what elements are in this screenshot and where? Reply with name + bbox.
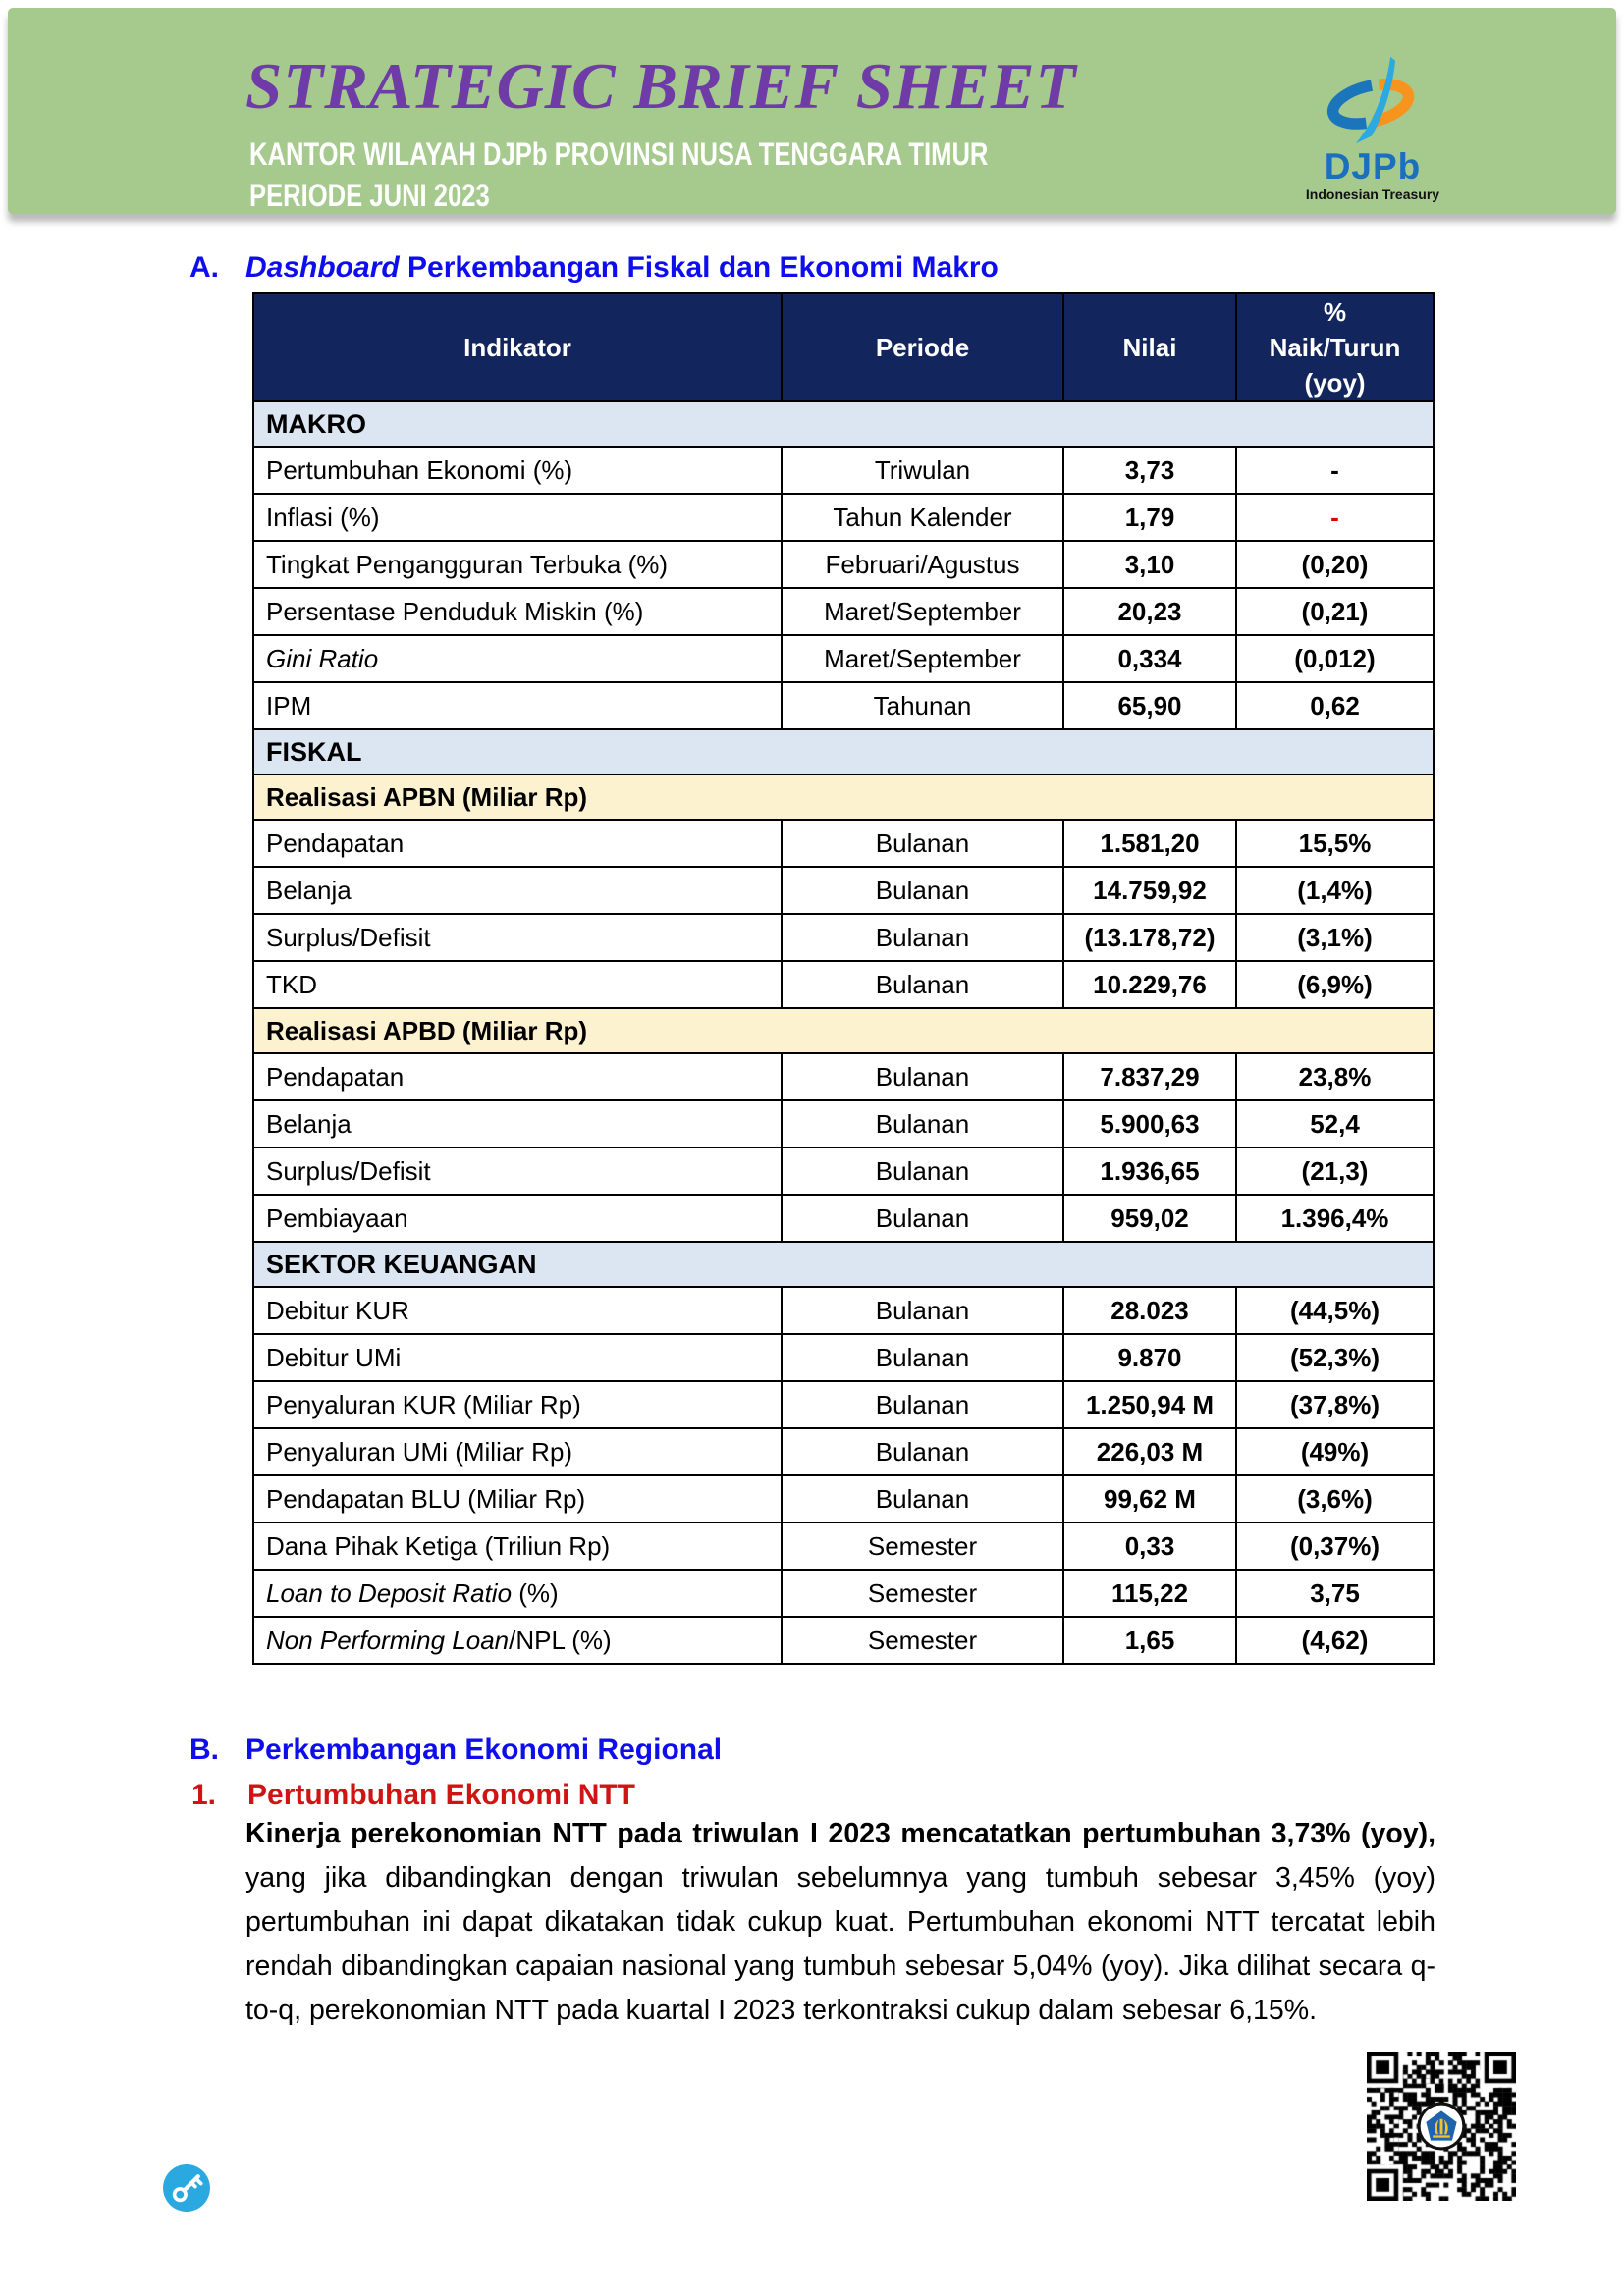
section-b-heading [189, 1734, 722, 1767]
section-title: MAKRO [253, 401, 1434, 447]
table-row [253, 1334, 1434, 1381]
dashboard-table-body [253, 401, 1434, 1664]
yoy-cell: 52,4 [1236, 1100, 1434, 1148]
section-b1-label: 1. [191, 1779, 217, 1811]
nilai-cell: 3,10 [1063, 541, 1236, 588]
indicator-cell: Pembiayaan [253, 1195, 782, 1242]
section-row [253, 401, 1434, 447]
table-row [253, 1617, 1434, 1664]
section-row [253, 729, 1434, 774]
yoy-cell: (0,012) [1236, 635, 1434, 682]
periode-cell: Bulanan [782, 820, 1063, 867]
table-row [253, 1381, 1434, 1428]
table-row [253, 494, 1434, 541]
growth-paragraph-bold: Kinerja perekonomian NTT pada triwulan I 2023 mencatatkan pertumbuhan 3,73% (yoy), [245, 1818, 1435, 1849]
nilai-cell: (13.178,72) [1063, 914, 1236, 961]
nilai-cell: 1,79 [1063, 494, 1236, 541]
kemenkeu-logo-icon [1417, 2102, 1466, 2151]
table-row [253, 961, 1434, 1008]
periode-cell: Bulanan [782, 914, 1063, 961]
col-header-periode: Periode [782, 293, 1063, 401]
periode-cell: Semester [782, 1522, 1063, 1570]
djpb-logo [1289, 55, 1456, 202]
periode-cell: Semester [782, 1617, 1063, 1664]
table-row [253, 1475, 1434, 1522]
yoy-cell: (0,21) [1236, 588, 1434, 635]
indicator-cell: Belanja [253, 1100, 782, 1148]
nilai-cell: 7.837,29 [1063, 1053, 1236, 1100]
section-a-title-rest: Perkembangan Fiskal dan Ekonomi Makro [399, 251, 999, 284]
periode-cell: Bulanan [782, 1475, 1063, 1522]
section-a-label: A. [189, 251, 219, 284]
table-row [253, 447, 1434, 494]
periode-cell: Bulanan [782, 1148, 1063, 1195]
nilai-cell: 9.870 [1063, 1334, 1236, 1381]
growth-paragraph [245, 1812, 1435, 2033]
subsection-row [253, 1008, 1434, 1053]
indicator-cell: TKD [253, 961, 782, 1008]
nilai-cell: 10.229,76 [1063, 961, 1236, 1008]
yoy-cell: (0,37%) [1236, 1522, 1434, 1570]
periode-cell: Triwulan [782, 447, 1063, 494]
indicator-cell: Debitur KUR [253, 1287, 782, 1334]
section-b1-title: Pertumbuhan Ekonomi NTT [247, 1779, 636, 1811]
yoy-cell: (0,20) [1236, 541, 1434, 588]
nilai-cell: 0,33 [1063, 1522, 1236, 1570]
subsection-title: Realisasi APBN (Miliar Rp) [253, 774, 1434, 820]
table-row [253, 867, 1434, 914]
brief-sheet-title: STRATEGIC BRIEF SHEET [245, 50, 1077, 123]
yoy-cell: (49%) [1236, 1428, 1434, 1475]
yoy-cell: (52,3%) [1236, 1334, 1434, 1381]
table-row [253, 1522, 1434, 1570]
section-a-heading [189, 251, 999, 285]
yoy-cell: (37,8%) [1236, 1381, 1434, 1428]
subsection-title: Realisasi APBD (Miliar Rp) [253, 1008, 1434, 1053]
table-row [253, 1148, 1434, 1195]
table-row [253, 541, 1434, 588]
section-a-title-italic: Dashboard [245, 251, 400, 284]
nilai-cell: 20,23 [1063, 588, 1236, 635]
yoy-cell: (6,9%) [1236, 961, 1434, 1008]
periode-cell: Bulanan [782, 1334, 1063, 1381]
indicator-cell: Pendapatan [253, 1053, 782, 1100]
section-title: FISKAL [253, 729, 1434, 774]
yoy-cell: - [1236, 447, 1434, 494]
nilai-cell: 115,22 [1063, 1570, 1236, 1617]
yoy-cell: (3,6%) [1236, 1475, 1434, 1522]
nilai-cell: 1.936,65 [1063, 1148, 1236, 1195]
indicator-cell: Pendapatan BLU (Miliar Rp) [253, 1475, 782, 1522]
nilai-cell: 14.759,92 [1063, 867, 1236, 914]
indicator-cell: Dana Pihak Ketiga (Triliun Rp) [253, 1522, 782, 1570]
nilai-cell: 65,90 [1063, 682, 1236, 729]
nilai-cell: 5.900,63 [1063, 1100, 1236, 1148]
indicator-cell: Inflasi (%) [253, 494, 782, 541]
yoy-cell: 1.396,4% [1236, 1195, 1434, 1242]
yoy-cell: (44,5%) [1236, 1287, 1434, 1334]
indicator-cell: IPM [253, 682, 782, 729]
yoy-cell: (21,3) [1236, 1148, 1434, 1195]
table-row [253, 1428, 1434, 1475]
col-header-indikator: Indikator [253, 293, 782, 401]
djpb-swoosh-icon [1314, 55, 1432, 149]
yoy-cell: (4,62) [1236, 1617, 1434, 1664]
indicator-cell: Belanja [253, 867, 782, 914]
periode-cell: Bulanan [782, 1053, 1063, 1100]
indicator-cell: Persentase Penduduk Miskin (%) [253, 588, 782, 635]
yoy-cell: 3,75 [1236, 1570, 1434, 1617]
periode-cell: Bulanan [782, 1287, 1063, 1334]
periode-cell: Bulanan [782, 1100, 1063, 1148]
periode-cell: Bulanan [782, 961, 1063, 1008]
section-a-title [245, 251, 999, 285]
yoy-cell: 0,62 [1236, 682, 1434, 729]
table-header-row [253, 293, 1434, 401]
periode-cell: Bulanan [782, 1195, 1063, 1242]
yoy-cell: 23,8% [1236, 1053, 1434, 1100]
growth-paragraph-rest: yang jika dibandingkan dengan triwulan sebelumnya yang tumbuh sebesar 3,45% (yoy) pertumbuhan ini dapat dikatakan tidak cukup kuat. Pertumbuhan ekonomi NTT tercatat lebih rendah dibandingkan capaian nasional yang tumbuh sebesar 5,04% (yoy). Jika dilihat secara q-to-q, perekonomian NTT pada kuartal I 2023 terkontraksi cukup dalam sebesar 6,15%. [245, 1862, 1435, 2026]
col-header-nilai: Nilai [1063, 293, 1236, 401]
indicator-cell: Non Performing Loan/NPL (%) [253, 1617, 782, 1664]
dashboard-table [252, 292, 1435, 1665]
indicator-cell: Debitur UMi [253, 1334, 782, 1381]
yoy-header-line2: Naik/Turun [1269, 332, 1401, 362]
section-row [253, 1242, 1434, 1287]
periode-cell: Februari/Agustus [782, 541, 1063, 588]
table-row [253, 1053, 1434, 1100]
yoy-header-line1: % [1323, 296, 1347, 327]
indicator-cell: Gini Ratio [253, 635, 782, 682]
table-row [253, 914, 1434, 961]
indicator-cell: Pendapatan [253, 820, 782, 867]
yoy-cell: (1,4%) [1236, 867, 1434, 914]
table-row [253, 820, 1434, 867]
table-row [253, 1100, 1434, 1148]
nilai-cell: 28.023 [1063, 1287, 1236, 1334]
subsection-row [253, 774, 1434, 820]
yoy-header-line3: (yoy) [1304, 367, 1366, 398]
banner-office-line: KANTOR WILAYAH DJPb PROVINSI NUSA TENGGARA TIMUR [249, 136, 989, 172]
indicator-cell: Penyaluran UMi (Miliar Rp) [253, 1428, 782, 1475]
indicator-cell: Penyaluran KUR (Miliar Rp) [253, 1381, 782, 1428]
periode-cell: Maret/September [782, 588, 1063, 635]
djpb-logo-text: DJPb [1324, 146, 1422, 187]
section-b1-heading [191, 1779, 635, 1812]
indicator-cell: Surplus/Defisit [253, 1148, 782, 1195]
periode-cell: Bulanan [782, 867, 1063, 914]
periode-cell: Bulanan [782, 1381, 1063, 1428]
indicator-cell: Tingkat Pengangguran Terbuka (%) [253, 541, 782, 588]
header-banner [8, 8, 1616, 214]
periode-cell: Tahunan [782, 682, 1063, 729]
nilai-cell: 3,73 [1063, 447, 1236, 494]
indicator-cell: Pertumbuhan Ekonomi (%) [253, 447, 782, 494]
periode-cell: Maret/September [782, 635, 1063, 682]
table-row [253, 635, 1434, 682]
section-b-title: Perkembangan Ekonomi Regional [245, 1734, 723, 1766]
periode-cell: Bulanan [782, 1428, 1063, 1475]
periode-cell: Semester [782, 1570, 1063, 1617]
banner-period-line: PERIODE JUNI 2023 [249, 178, 490, 213]
yoy-cell: 15,5% [1236, 820, 1434, 867]
indicator-cell: Surplus/Defisit [253, 914, 782, 961]
col-header-yoy [1236, 293, 1434, 401]
nilai-cell: 1.581,20 [1063, 820, 1236, 867]
key-icon [162, 2163, 211, 2213]
nilai-cell: 1,65 [1063, 1617, 1236, 1664]
section-title: SEKTOR KEUANGAN [253, 1242, 1434, 1287]
yoy-cell: (3,1%) [1236, 914, 1434, 961]
nilai-cell: 1.250,94 M [1063, 1381, 1236, 1428]
nilai-cell: 0,334 [1063, 635, 1236, 682]
periode-cell: Tahun Kalender [782, 494, 1063, 541]
indicator-cell: Loan to Deposit Ratio (%) [253, 1570, 782, 1617]
table-row [253, 1195, 1434, 1242]
yoy-cell: - [1236, 494, 1434, 541]
djpb-logo-subtext: Indonesian Treasury [1305, 187, 1440, 202]
table-row [253, 588, 1434, 635]
qr-code [1367, 2052, 1516, 2201]
table-row [253, 1287, 1434, 1334]
section-b-label: B. [189, 1734, 219, 1766]
nilai-cell: 226,03 M [1063, 1428, 1236, 1475]
table-row [253, 1570, 1434, 1617]
table-row [253, 682, 1434, 729]
nilai-cell: 99,62 M [1063, 1475, 1236, 1522]
nilai-cell: 959,02 [1063, 1195, 1236, 1242]
